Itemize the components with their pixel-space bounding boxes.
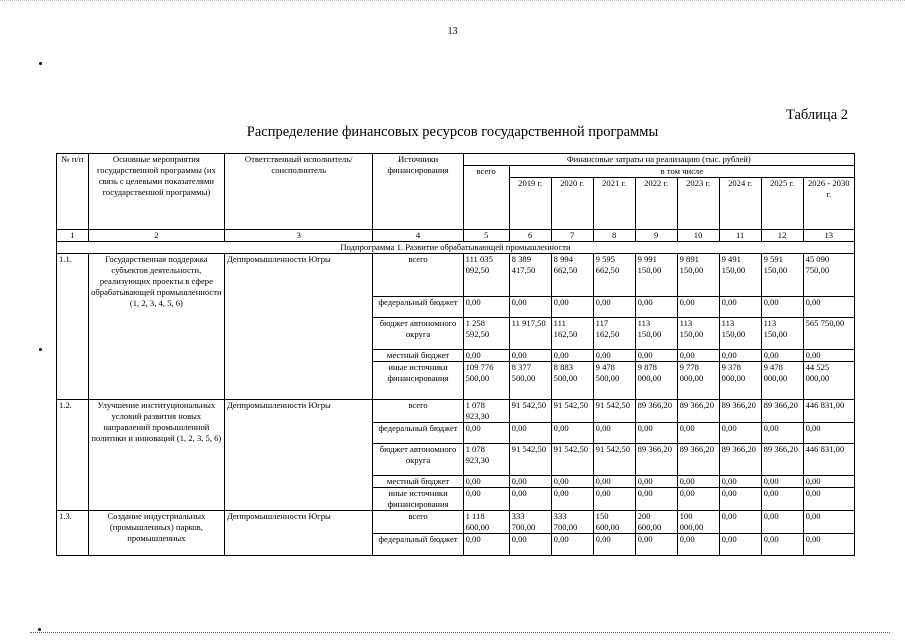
activity-number: 1.3.: [57, 511, 89, 556]
year-amount: 91 542,50: [551, 400, 593, 423]
header-total: всего: [463, 166, 509, 230]
total-amount: 0,00: [463, 488, 509, 511]
year-amount: 0,00: [803, 511, 854, 534]
year-amount: 9 891 150,00: [677, 254, 719, 297]
column-number: 1: [57, 230, 89, 242]
funding-source: местный бюджет: [373, 476, 463, 488]
year-amount: 0,00: [593, 297, 635, 318]
header-year: 2020 г.: [551, 178, 593, 230]
column-number: 4: [373, 230, 463, 242]
year-amount: 0,00: [761, 511, 803, 534]
year-amount: 0,00: [509, 350, 551, 362]
activity-executor: Деппромышленности Югры: [224, 511, 373, 556]
total-amount: 1 118 600,00: [463, 511, 509, 534]
scan-edge: [0, 0, 905, 1]
activity-name: Государственная поддержка субъектов деятельности, реализующих проекты в сфере обрабатывающей промышленности (1, 2, 3, 4, 5, 6): [88, 254, 224, 400]
year-amount: 9 778 000,00: [677, 362, 719, 400]
year-amount: 45 090 750,00: [803, 254, 854, 297]
total-amount: 111 035 092,50: [463, 254, 509, 297]
year-amount: 0,00: [551, 297, 593, 318]
header-year: 2026 - 2030 г.: [803, 178, 854, 230]
table-row: [57, 400, 855, 423]
year-amount: 0,00: [635, 297, 677, 318]
activity-name: Улучшение институциональных условий развития новых направлений промышленной политики и инноваций (1, 2, 3, 5, 6): [88, 400, 224, 511]
header-executor: Ответственный исполнитель/соисполнитель: [224, 154, 373, 230]
table-row: [57, 511, 855, 534]
funding-source: иные источники финансирования: [373, 488, 463, 511]
year-amount: 0,00: [761, 297, 803, 318]
total-amount: 1 258 592,50: [463, 318, 509, 350]
year-amount: 446 831,00: [803, 400, 854, 423]
total-amount: 0,00: [463, 297, 509, 318]
year-amount: 89 366,20: [761, 400, 803, 423]
year-amount: 113 150,00: [719, 318, 761, 350]
column-number: 9: [635, 230, 677, 242]
funding-source: всего: [373, 254, 463, 297]
column-number: 7: [551, 230, 593, 242]
year-amount: 44 525 000,00: [803, 362, 854, 400]
total-amount: 0,00: [463, 476, 509, 488]
year-amount: 0,00: [551, 476, 593, 488]
funding-source: федеральный бюджет: [373, 423, 463, 444]
year-amount: 0,00: [803, 534, 854, 556]
header-costs: Финансовые затраты на реализацию (тыс. рублей): [463, 154, 854, 166]
year-amount: 333 700,00: [509, 511, 551, 534]
column-number: 13: [803, 230, 854, 242]
year-amount: 0,00: [635, 476, 677, 488]
year-amount: 89 366,20: [635, 400, 677, 423]
year-amount: 0,00: [635, 488, 677, 511]
year-amount: 333 700,00: [551, 511, 593, 534]
year-amount: 446 831,00: [803, 444, 854, 476]
column-number: 12: [761, 230, 803, 242]
year-amount: 0,00: [593, 488, 635, 511]
year-amount: 0,00: [677, 488, 719, 511]
year-amount: 117 162,50: [593, 318, 635, 350]
year-amount: 0,00: [719, 534, 761, 556]
year-amount: 89 366,20: [719, 400, 761, 423]
year-amount: 89 366,20: [719, 444, 761, 476]
column-number: 8: [593, 230, 635, 242]
page-number: 13: [447, 26, 458, 37]
activity-number: 1.2.: [57, 400, 89, 511]
year-amount: 0,00: [761, 423, 803, 444]
year-amount: 0,00: [509, 488, 551, 511]
year-amount: 200 600,00: [635, 511, 677, 534]
year-amount: 0,00: [761, 476, 803, 488]
header-sources: Источники финансирования: [373, 154, 463, 230]
year-amount: 0,00: [635, 350, 677, 362]
header-activity: Основные мероприятия государственной программы (их связь с целевыми показателями государственной программы): [88, 154, 224, 230]
year-amount: 0,00: [803, 476, 854, 488]
header-year: 2019 г.: [509, 178, 551, 230]
year-amount: 0,00: [677, 423, 719, 444]
year-amount: 0,00: [677, 476, 719, 488]
year-amount: 111 162,50: [551, 318, 593, 350]
year-amount: 0,00: [719, 350, 761, 362]
year-amount: 0,00: [761, 350, 803, 362]
column-number: 11: [719, 230, 761, 242]
year-amount: 9 591 150,00: [761, 254, 803, 297]
header-including: в том числе: [509, 166, 854, 178]
year-amount: 0,00: [761, 534, 803, 556]
year-amount: 91 542,50: [509, 400, 551, 423]
year-amount: 0,00: [635, 534, 677, 556]
total-amount: 0,00: [463, 423, 509, 444]
year-amount: 0,00: [677, 350, 719, 362]
funding-source: всего: [373, 511, 463, 534]
year-amount: 0,00: [593, 476, 635, 488]
year-amount: 9 991 150,00: [635, 254, 677, 297]
year-amount: 0,00: [803, 423, 854, 444]
column-number: 10: [677, 230, 719, 242]
year-amount: 113 150,00: [635, 318, 677, 350]
year-amount: 0,00: [593, 534, 635, 556]
year-amount: 91 542,50: [551, 444, 593, 476]
year-amount: 91 542,50: [593, 400, 635, 423]
year-amount: 0,00: [677, 297, 719, 318]
year-amount: 9 878 000,00: [635, 362, 677, 400]
header-year: 2024 г.: [719, 178, 761, 230]
year-amount: 0,00: [509, 476, 551, 488]
header-year: 2022 г.: [635, 178, 677, 230]
year-amount: 89 366,20: [761, 444, 803, 476]
activity-name: Создание индустриальных (промышленных) парков, промышленных: [88, 511, 224, 556]
year-amount: 0,00: [551, 350, 593, 362]
year-amount: 91 542,50: [593, 444, 635, 476]
scan-speck: [39, 62, 42, 65]
table-row: [57, 254, 855, 297]
year-amount: 89 366,20: [677, 444, 719, 476]
year-amount: 8 994 662,50: [551, 254, 593, 297]
year-amount: 0,00: [719, 297, 761, 318]
year-amount: 9 378 000,00: [719, 362, 761, 400]
header-year: 2021 г.: [593, 178, 635, 230]
column-number: 5: [463, 230, 509, 242]
total-amount: 1 078 923,30: [463, 400, 509, 423]
year-amount: 0,00: [551, 488, 593, 511]
year-amount: 9 478 000,00: [761, 362, 803, 400]
year-amount: 8 377 500,00: [509, 362, 551, 400]
subprogram-heading: Подпрограмма 1. Развитие обрабатывающей промышленности: [57, 242, 855, 254]
year-amount: 150 600,00: [593, 511, 635, 534]
year-amount: 0,00: [551, 534, 593, 556]
financial-resources-table: [56, 153, 855, 556]
year-amount: 8 883 500,00: [551, 362, 593, 400]
column-number-row: [57, 230, 855, 242]
funding-source: местный бюджет: [373, 350, 463, 362]
total-amount: 109 776 500,00: [463, 362, 509, 400]
year-amount: 0,00: [551, 423, 593, 444]
activity-executor: Деппромышленности Югры: [224, 400, 373, 511]
year-amount: 0,00: [509, 534, 551, 556]
column-number: 2: [88, 230, 224, 242]
year-amount: 9 478 500,00: [593, 362, 635, 400]
year-amount: 91 542,50: [509, 444, 551, 476]
scan-speck: [39, 348, 42, 351]
total-amount: 1 078 923,30: [463, 444, 509, 476]
funding-source: федеральный бюджет: [373, 534, 463, 556]
total-amount: 0,00: [463, 534, 509, 556]
year-amount: 0,00: [719, 488, 761, 511]
header-year: 2023 г.: [677, 178, 719, 230]
year-amount: 0,00: [719, 423, 761, 444]
header-year: 2025 г.: [761, 178, 803, 230]
total-amount: 0,00: [463, 350, 509, 362]
table-label: Таблица 2: [785, 107, 848, 123]
activity-executor: Деппромышленности Югры: [224, 254, 373, 400]
year-amount: 0,00: [761, 488, 803, 511]
column-number: 6: [509, 230, 551, 242]
year-amount: 0,00: [803, 297, 854, 318]
year-amount: 0,00: [593, 423, 635, 444]
year-amount: 565 750,00: [803, 318, 854, 350]
year-amount: 8 389 417,50: [509, 254, 551, 297]
year-amount: 113 150,00: [761, 318, 803, 350]
funding-source: федеральный бюджет: [373, 297, 463, 318]
year-amount: 9 595 662,50: [593, 254, 635, 297]
year-amount: 0,00: [719, 511, 761, 534]
year-amount: 89 366,20: [677, 400, 719, 423]
scan-speck: [38, 628, 41, 631]
year-amount: 0,00: [509, 297, 551, 318]
year-amount: 0,00: [803, 488, 854, 511]
year-amount: 11 917,50: [509, 318, 551, 350]
scan-edge: [30, 632, 890, 633]
header-num: № п/п: [57, 154, 89, 230]
year-amount: 0,00: [719, 476, 761, 488]
year-amount: 113 150,00: [677, 318, 719, 350]
funding-source: бюджет автономного округа: [373, 318, 463, 350]
funding-source: бюджет автономного округа: [373, 444, 463, 476]
year-amount: 0,00: [593, 350, 635, 362]
document-title: Распределение финансовых ресурсов государственной программы: [246, 124, 659, 140]
year-amount: 0,00: [677, 534, 719, 556]
year-amount: 100 000,00: [677, 511, 719, 534]
year-amount: 0,00: [509, 423, 551, 444]
funding-source: иные источники финансирования: [373, 362, 463, 400]
year-amount: 0,00: [803, 350, 854, 362]
funding-source: всего: [373, 400, 463, 423]
activity-number: 1.1.: [57, 254, 89, 400]
year-amount: 9 491 150,00: [719, 254, 761, 297]
year-amount: 89 366,20: [635, 444, 677, 476]
column-number: 3: [224, 230, 373, 242]
year-amount: 0,00: [635, 423, 677, 444]
